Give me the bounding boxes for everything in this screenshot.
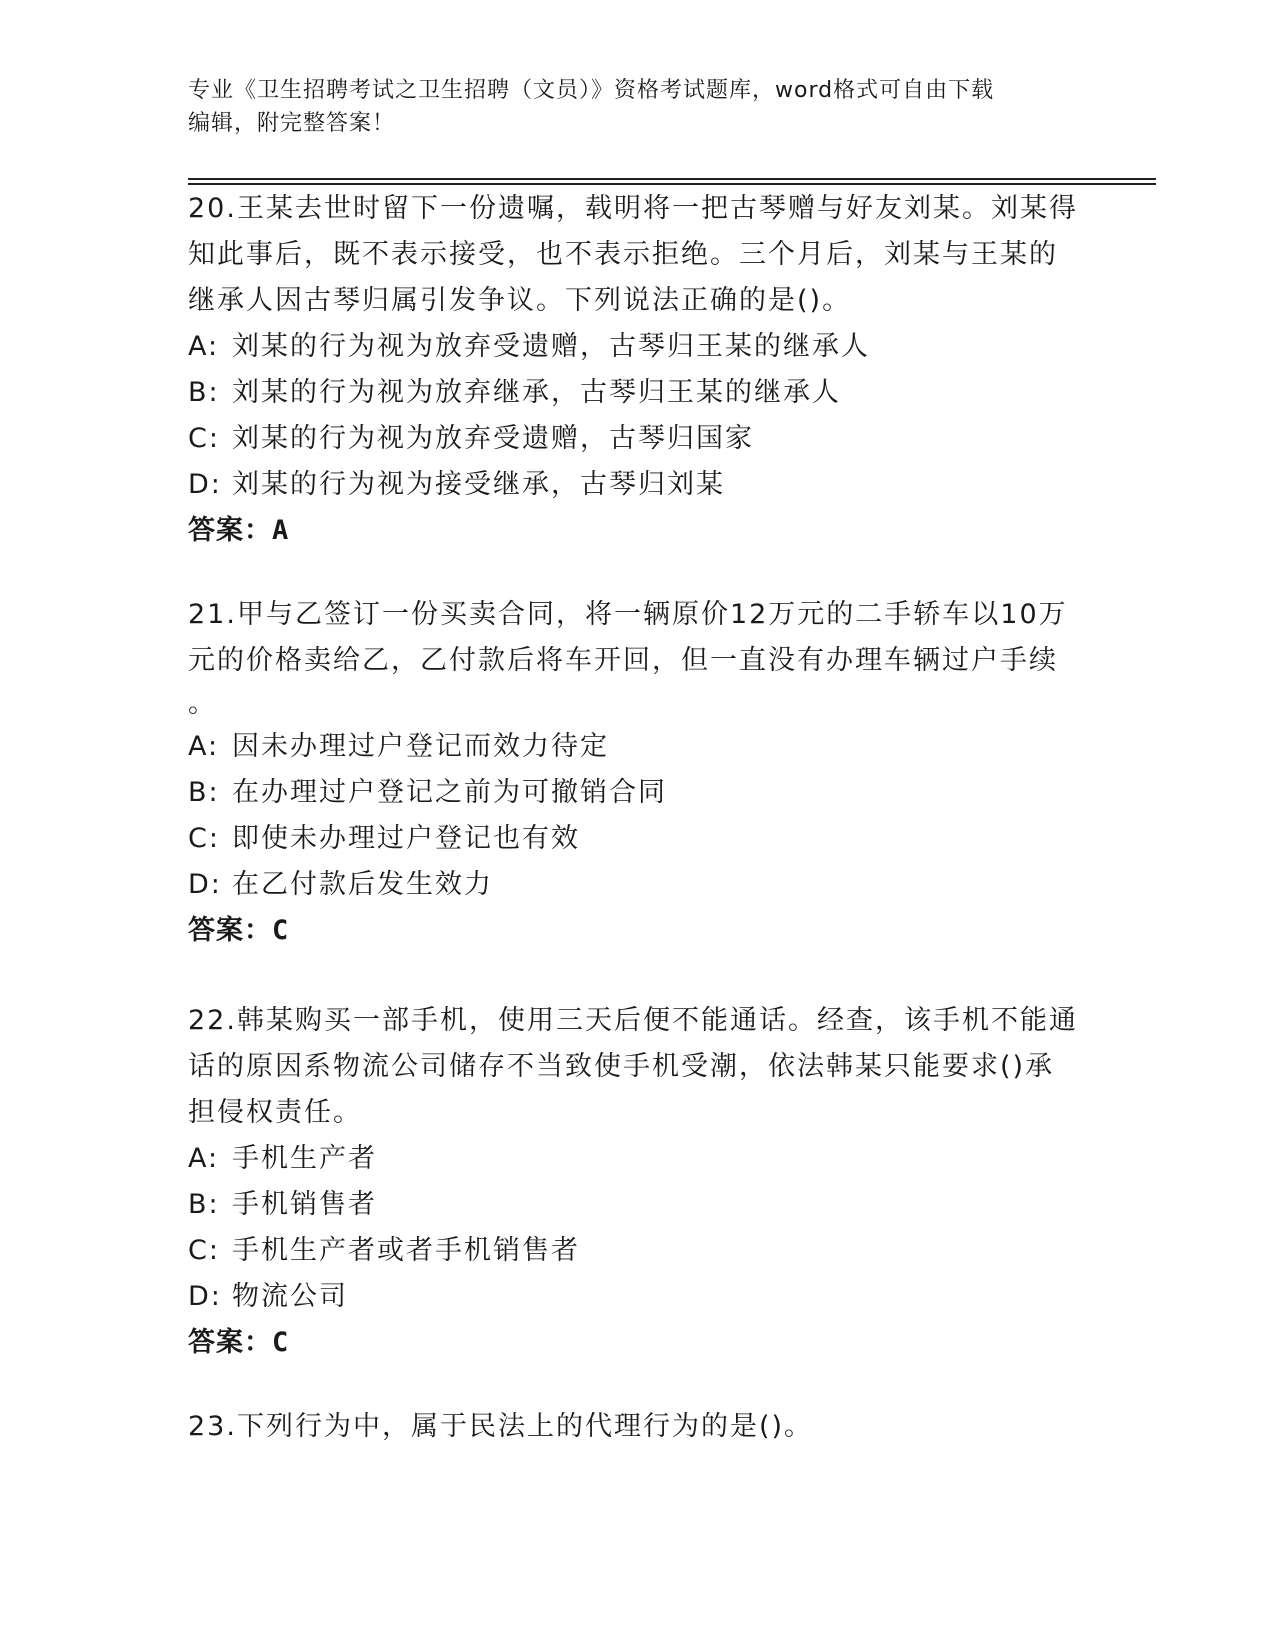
answer-line <box>188 908 1088 954</box>
option-text: 手机生产者 <box>232 1143 377 1174</box>
question-22 <box>188 998 1088 1366</box>
option-key: C: <box>188 823 220 854</box>
option-key: B: <box>188 777 220 808</box>
question-stem-line: 继承人因古琴归属引发争议。下列说法正确的是()。 <box>188 285 852 316</box>
question-stem-line: 。 <box>188 688 217 719</box>
header-divider-bottom <box>188 183 1156 185</box>
document-header <box>188 74 1068 140</box>
answer-line <box>188 1320 1088 1366</box>
answer-value: A <box>272 515 290 546</box>
option-text: 刘某的行为视为接受继承，古琴归刘某 <box>232 469 725 500</box>
answer-label: 答案： <box>188 915 272 946</box>
header-line-1: 专业《卫生招聘考试之卫生招聘（文员）》资格考试题库，word格式可自由下载 <box>188 78 995 103</box>
option-d <box>188 862 1088 908</box>
question-stem-line: 21.甲与乙签订一份买卖合同，将一辆原价12万元的二手轿车以10万 <box>188 599 1068 630</box>
option-text: 即使未办理过户登记也有效 <box>232 823 580 854</box>
answer-label: 答案： <box>188 1327 272 1358</box>
question-20 <box>188 186 1088 554</box>
option-key: D: <box>188 869 222 900</box>
question-stem-line: 担侵权责任。 <box>188 1097 362 1128</box>
option-a <box>188 324 1088 370</box>
header-line-2: 编辑，附完整答案！ <box>188 111 396 136</box>
question-stem-line: 知此事后，既不表示接受，也不表示拒绝。三个月后，刘某与王某的 <box>188 239 1058 270</box>
option-key: C: <box>188 423 220 454</box>
option-a <box>188 724 1088 770</box>
question-stem-line: 话的原因系物流公司储存不当致使手机受潮，依法韩某只能要求()承 <box>188 1051 1055 1082</box>
option-text: 刘某的行为视为放弃继承，古琴归王某的继承人 <box>232 377 841 408</box>
option-d <box>188 462 1088 508</box>
question-21 <box>188 592 1088 954</box>
option-c <box>188 1228 1088 1274</box>
question-stem-line: 元的价格卖给乙，乙付款后将车开回，但一直没有办理车辆过户手续 <box>188 645 1058 676</box>
question-23 <box>188 1404 1088 1450</box>
option-b <box>188 1182 1088 1228</box>
answer-label: 答案： <box>188 515 272 546</box>
question-stem-line: 23.下列行为中，属于民法上的代理行为的是()。 <box>188 1411 814 1442</box>
option-text: 在乙付款后发生效力 <box>232 869 493 900</box>
option-b <box>188 770 1088 816</box>
option-key: D: <box>188 1281 222 1312</box>
option-key: B: <box>188 1189 220 1220</box>
option-c <box>188 416 1088 462</box>
option-d <box>188 1274 1088 1320</box>
header-divider-top <box>188 178 1156 180</box>
option-b <box>188 370 1088 416</box>
option-key: C: <box>188 1235 220 1266</box>
option-key: A: <box>188 731 220 762</box>
option-text: 物流公司 <box>232 1281 348 1312</box>
option-key: D: <box>188 469 222 500</box>
answer-value: C <box>272 1327 290 1358</box>
option-text: 在办理过户登记之前为可撤销合同 <box>232 777 667 808</box>
option-text: 刘某的行为视为放弃受遗赠，古琴归国家 <box>232 423 754 454</box>
answer-line <box>188 508 1088 554</box>
option-text: 手机销售者 <box>232 1189 377 1220</box>
option-key: A: <box>188 1143 220 1174</box>
option-key: B: <box>188 377 220 408</box>
question-stem-line: 20.王某去世时留下一份遗嘱，载明将一把古琴赠与好友刘某。刘某得 <box>188 193 1078 224</box>
question-stem-line: 22.韩某购买一部手机，使用三天后便不能通话。经查，该手机不能通 <box>188 1005 1078 1036</box>
option-text: 刘某的行为视为放弃受遗赠，古琴归王某的继承人 <box>232 331 870 362</box>
answer-value: C <box>272 915 290 946</box>
option-a <box>188 1136 1088 1182</box>
option-key: A: <box>188 331 220 362</box>
option-text: 手机生产者或者手机销售者 <box>232 1235 580 1266</box>
option-c <box>188 816 1088 862</box>
option-text: 因未办理过户登记而效力待定 <box>232 731 609 762</box>
